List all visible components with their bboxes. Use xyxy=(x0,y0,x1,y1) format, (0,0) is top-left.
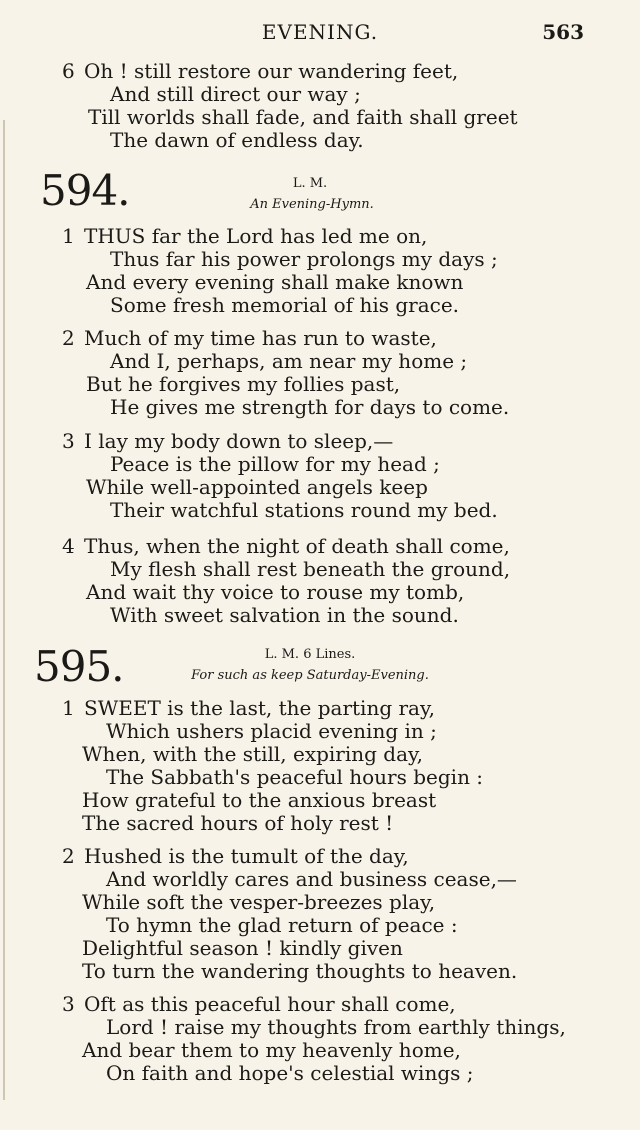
stanza-line: Lord ! raise my thoughts from earthly things, xyxy=(106,1015,566,1039)
page-number: 563 xyxy=(542,20,584,44)
stanza-line: Delightful season ! kindly given xyxy=(82,936,403,960)
stanza-594-2 xyxy=(62,327,622,419)
page-edge-shadow xyxy=(3,120,5,1100)
stanza-prev-6 xyxy=(62,60,622,152)
stanza-line: And still direct our way ; xyxy=(110,82,361,106)
hymn-number-594: 594. xyxy=(40,166,130,215)
stanza-line: The sacred hours of holy rest ! xyxy=(82,811,394,835)
stanza-595-3 xyxy=(62,993,622,1085)
stanza-number: 4 xyxy=(62,534,75,558)
stanza-line: 6 Oh ! still restore our wandering feet, xyxy=(62,59,459,83)
hymn-meter: L. M. xyxy=(292,176,328,191)
stanza-line: He gives me strength for days to come. xyxy=(110,395,510,419)
hymn-number-595: 595. xyxy=(34,642,124,691)
hymn-subtitle: For such as keep Saturday-Evening. xyxy=(191,668,429,683)
stanza-594-4 xyxy=(62,535,622,627)
stanza-line: 3 I lay my body down to sleep,— xyxy=(62,429,394,453)
stanza-line: 1 THUS far the Lord has led me on, xyxy=(62,224,428,248)
stanza-595-1 xyxy=(62,697,622,835)
stanza-line: To hymn the glad return of peace : xyxy=(106,913,458,937)
stanza-line: Their watchful stations round my bed. xyxy=(110,498,498,522)
stanza-line: And every evening shall make known xyxy=(86,270,464,294)
stanza-line: The Sabbath's peaceful hours begin : xyxy=(106,765,484,789)
stanza-number: 2 xyxy=(62,326,75,350)
stanza-number: 3 xyxy=(62,992,75,1016)
stanza-line: And worldly cares and business cease,— xyxy=(106,867,517,891)
stanza-line: While soft the vesper-breezes play, xyxy=(82,890,436,914)
stanza-line: 2 Much of my time has run to waste, xyxy=(62,326,437,350)
stanza-line: 4 Thus, when the night of death shall come, xyxy=(62,534,510,558)
hymn-subtitle: An Evening-Hymn. xyxy=(250,197,374,212)
stanza-594-1 xyxy=(62,225,622,317)
stanza-line: On faith and hope's celestial wings ; xyxy=(106,1061,474,1085)
stanza-number: 1 xyxy=(62,696,75,720)
stanza-number: 1 xyxy=(62,224,75,248)
stanza-line: The dawn of endless day. xyxy=(110,128,364,152)
hymn-meter: L. M. 6 Lines. xyxy=(264,647,356,662)
stanza-line: When, with the still, expiring day, xyxy=(82,742,424,766)
stanza-595-2 xyxy=(62,845,622,983)
stanza-line: And bear them to my heavenly home, xyxy=(82,1038,461,1062)
stanza-line: Till worlds shall fade, and faith shall greet xyxy=(88,105,518,129)
running-header: EVENING. xyxy=(261,20,379,44)
stanza-line: With sweet salvation in the sound. xyxy=(110,603,459,627)
stanza-line: How grateful to the anxious breast xyxy=(82,788,437,812)
stanza-line: 2 Hushed is the tumult of the day, xyxy=(62,844,409,868)
stanza-line: My flesh shall rest beneath the ground, xyxy=(110,557,511,581)
stanza-line: And wait thy voice to rouse my tomb, xyxy=(86,580,465,604)
stanza-line: Some fresh memorial of his grace. xyxy=(110,293,460,317)
stanza-line: While well-appointed angels keep xyxy=(86,475,428,499)
stanza-line: Peace is the pillow for my head ; xyxy=(110,452,440,476)
stanza-line: 1 SWEET is the last, the parting ray, xyxy=(62,696,435,720)
stanza-number: 3 xyxy=(62,429,75,453)
stanza-number: 2 xyxy=(62,844,75,868)
stanza-line: 3 Oft as this peaceful hour shall come, xyxy=(62,992,456,1016)
stanza-594-3 xyxy=(62,430,622,522)
stanza-number: 6 xyxy=(62,59,75,83)
stanza-line: Thus far his power prolongs my days ; xyxy=(110,247,498,271)
stanza-line: And I, perhaps, am near my home ; xyxy=(110,349,468,373)
stanza-line: But he forgives my follies past, xyxy=(86,372,401,396)
stanza-line: To turn the wandering thoughts to heaven. xyxy=(82,959,518,983)
stanza-line: Which ushers placid evening in ; xyxy=(106,719,437,743)
